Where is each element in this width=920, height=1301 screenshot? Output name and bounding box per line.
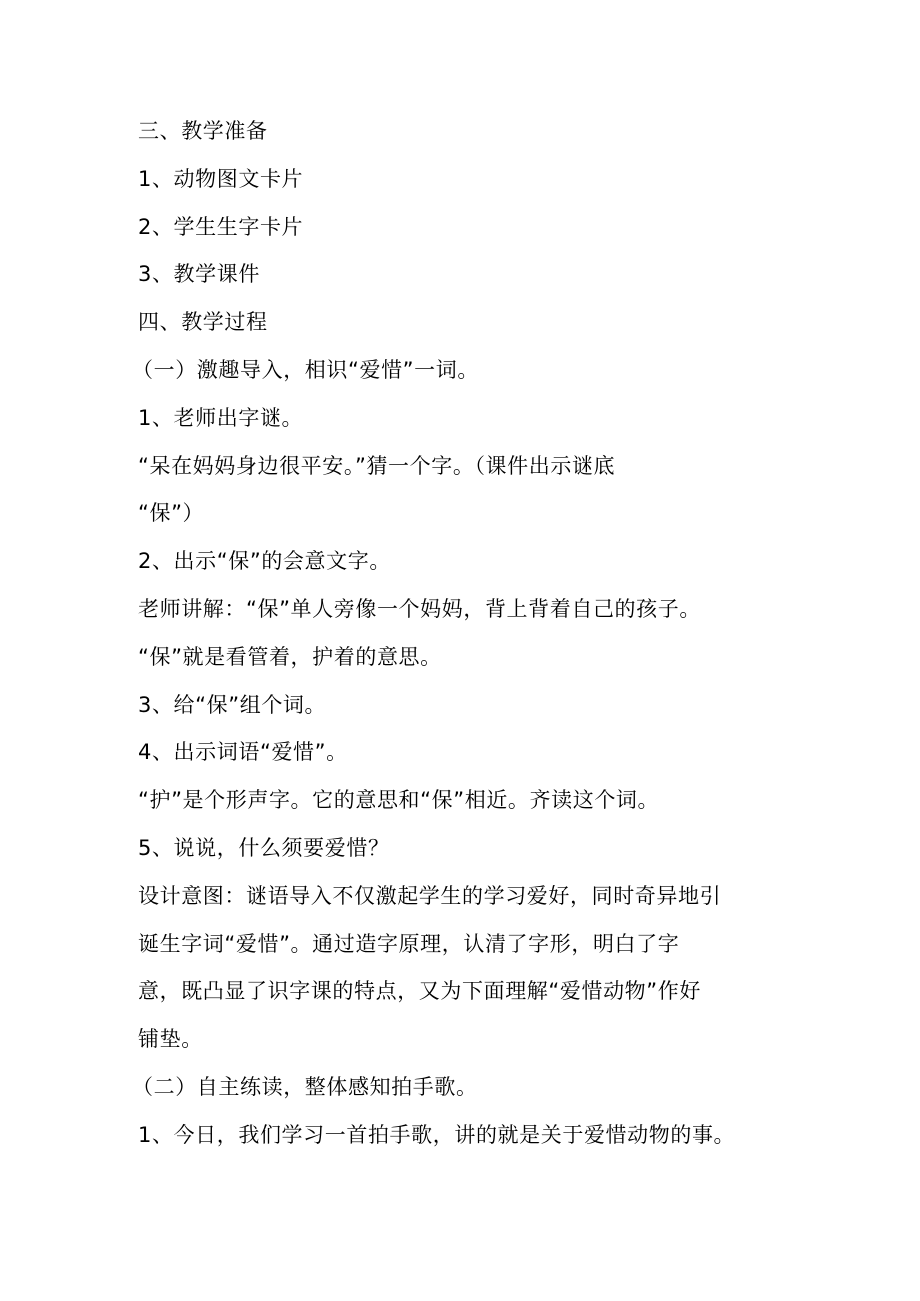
- paragraph-line: “护”是个形声字。它的意思和“保”相近。齐读这个词。: [138, 788, 660, 813]
- section-heading-process: 四、教学过程: [138, 310, 268, 335]
- design-intent-line: 铺垫。: [138, 1027, 203, 1052]
- section-heading-preparation: 三、教学准备: [138, 119, 268, 143]
- list-item: 2、学生生字卡片: [138, 214, 304, 239]
- paragraph-line: “呆在妈妈身边很平安。”猜一个字。（课件出示谜底: [138, 453, 616, 478]
- paragraph-line: “保”）: [138, 501, 205, 526]
- list-item: 3、给“保”组个词。: [138, 692, 327, 717]
- design-intent-line: 意，既凸显了识字课的特点，又为下面理解“爱惜动物”作好: [138, 979, 701, 1004]
- document-body: [132, 108, 798, 1160]
- list-item: 1、今日，我们学习一首拍手歌，讲的就是关于爱惜动物的事。: [138, 1122, 736, 1147]
- paragraph-line: “保”就是看管着，护着的意思。: [138, 644, 442, 669]
- design-intent-line: 诞生字词“爱惜”。通过造字原理，认清了字形，明白了字: [138, 931, 680, 956]
- list-item: 1、老师出字谜。: [138, 405, 304, 430]
- list-item: 5、说说，什么须要爱惜？: [138, 835, 390, 860]
- list-item: 4、出示词语“爱惜”。: [138, 740, 348, 765]
- paragraph-line: 老师讲解：“保”单人旁像一个妈妈，背上背着自己的孩子。: [138, 596, 701, 621]
- subsection-heading-reading: （二）自主练读，整体感知拍手歌。: [132, 1074, 478, 1099]
- design-intent-line: 设计意图：谜语导入不仅激起学生的学习爱好，同时奇异地引: [138, 883, 722, 908]
- list-item: 2、出示“保”的会意文字。: [138, 549, 391, 574]
- list-item: 1、动物图文卡片: [138, 166, 304, 191]
- list-item: 3、教学课件: [138, 262, 260, 287]
- subsection-heading-intro: （一）激趣导入，相识“爱惜”一词。: [132, 357, 479, 382]
